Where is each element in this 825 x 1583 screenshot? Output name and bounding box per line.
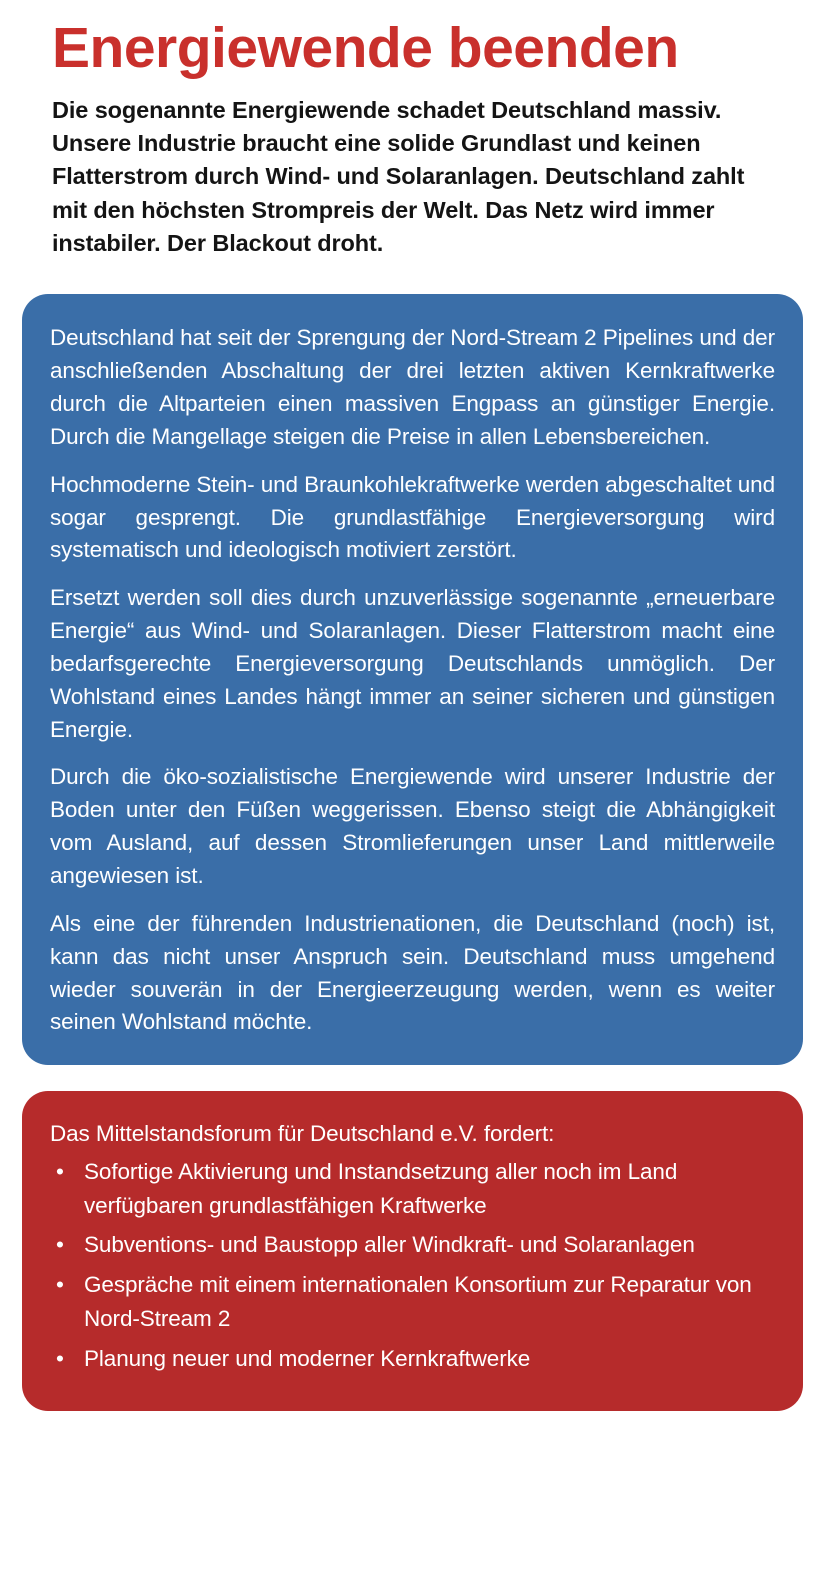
blue-paragraph-3: Ersetzt werden soll dies durch unzuverlässige sogenannte „erneuerbare Energie“ aus Wind- und Solaranlagen. Dieser Flatterstrom macht eine bedarfsgerechte Energieversorgung Deutschlands unmöglich. Der Wohlstand eines Landes hängt immer an seiner sicheren und günstigen Energie. [50,585,775,742]
list-item [50,1155,775,1223]
blue-paragraph-4: Durch die öko-sozialistische Energiewende wird unserer Industrie der Boden unter den Füßen weggerissen. Ebenso steigt die Abhängigkeit vom Ausland, auf dessen Stromlieferungen unser Land mittlerweile angewiesen ist. [50,764,775,888]
lead-paragraph [22,94,803,261]
demands-intro: Das Mittelstandsforum für Deutschland e.V. fordert: [50,1121,555,1147]
bullet-icon: • [56,1158,64,1184]
blue-paragraph-2: Hochmoderne Stein- und Braunkohlekraftwerke werden abgeschaltet und sogar gesprengt. Die grundlastfähige Energieversorgung wird systematisch und ideologisch motiviert zerstört. [50,471,775,563]
list-item-label: Planung neuer und moderner Kernkraftwerke [84,1345,531,1371]
page-title: Energiewende beenden [52,16,679,80]
blue-paragraph-1: Deutschland hat seit der Sprengung der Nord-Stream 2 Pipelines und der anschließenden Abschaltung der drei letzten aktiven Kernkraftwerke durch die Altparteien einen massiven Engpass an günstiger Energie. Durch die Mangellage steigen die Preise in allen Lebensbereichen. [50,325,775,449]
list-item [50,1228,775,1262]
blue-info-panel [22,294,803,1065]
list-item-label: Sofortige Aktivierung und Instandsetzung aller noch im Land verfügbaren grundlastfähigen Kraftwerke [84,1158,678,1218]
bullet-icon: • [56,1345,64,1371]
list-item [50,1268,775,1336]
list-item-label: Gespräche mit einem internationalen Konsortium zur Reparatur von Nord-Stream 2 [84,1272,752,1331]
blue-paragraph-5: Als eine der führenden Industrienationen, die Deutschland (noch) ist, kann das nicht unser Anspruch sein. Deutschland muss umgehend wieder souverän in der Energieerzeugung werden, wenn es weiter seinen Wohlstand möchte. [50,910,775,1035]
demands-list [50,1155,775,1376]
red-demands-panel [22,1091,803,1411]
list-item-label: Subventions- und Baustopp aller Windkraft- und Solaranlagen [84,1232,695,1258]
list-item [50,1342,775,1376]
lead-text: Die sogenannte Energiewende schadet Deutschland massiv. Unsere Industrie braucht eine solide Grundlast und keinen Flatterstrom durch Wind- und Solaranlagen. Deutschland zahlt mit den höchsten Strompreis der Welt. Das Netz wird immer instabiler. Der Blackout droht. [52,96,745,256]
bullet-icon: • [56,1232,64,1258]
bullet-icon: • [56,1272,64,1298]
